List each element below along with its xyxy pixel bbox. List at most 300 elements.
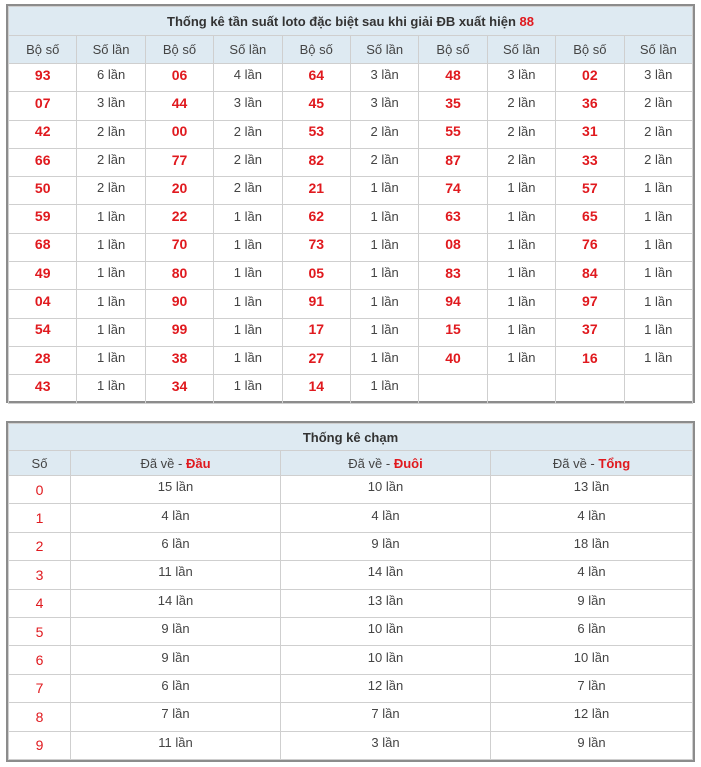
loto-count-text: 1 lần <box>96 321 126 337</box>
table-row <box>9 674 693 702</box>
loto-number-text: 04 <box>34 293 51 310</box>
table-row <box>9 148 693 176</box>
loto-count <box>214 148 282 176</box>
loto-count-text: 1 lần <box>370 208 399 224</box>
cham-tong-count-text: 4 lần <box>577 507 606 523</box>
loto-count <box>77 262 145 290</box>
cham-digit-text: 6 <box>35 652 44 669</box>
loto-number <box>419 346 487 374</box>
cham-digit-text: 4 <box>35 595 44 612</box>
loto-count <box>624 290 692 318</box>
loto-count-text: 1 lần <box>644 208 673 224</box>
loto-count-text: 1 lần <box>233 350 262 366</box>
table-row <box>9 731 693 759</box>
cham-tong-count-text: 4 lần <box>577 564 606 580</box>
loto-number <box>145 64 213 92</box>
cham-dau-count <box>71 674 281 702</box>
loto-count-text: 1 lần <box>233 265 262 281</box>
loto-number-text: 16 <box>582 349 598 366</box>
cham-digit <box>9 731 71 759</box>
loto-count-text: 6 lần <box>96 67 126 83</box>
loto-number-text: 93 <box>34 66 51 83</box>
loto-count <box>487 64 555 92</box>
loto-number-text: 48 <box>445 66 461 83</box>
loto-number-text: 55 <box>445 123 461 140</box>
loto-number <box>9 375 77 403</box>
cham-duoi-count-text: 14 lần <box>367 564 404 580</box>
cham-duoi-count <box>281 731 491 759</box>
loto-number <box>282 64 350 92</box>
cham-digit <box>9 561 71 589</box>
loto-number-text: 73 <box>308 236 325 253</box>
cham-header-duoi-label: Đuôi <box>393 455 423 471</box>
loto-count-text: 1 lần <box>233 378 262 394</box>
cham-tong-count-text: 13 lần <box>573 479 610 495</box>
loto-number-text: 83 <box>445 264 461 281</box>
loto-count-text: 1 lần <box>233 236 262 252</box>
loto-count-text: 1 lần <box>644 350 673 366</box>
loto-number-text: 84 <box>582 264 598 281</box>
loto-number-text: 44 <box>171 94 188 111</box>
loto-count-text: 1 lần <box>644 321 673 337</box>
table-row <box>9 617 693 645</box>
loto-count <box>487 262 555 290</box>
loto-number <box>556 177 624 205</box>
cham-duoi-count-text: 7 lần <box>371 706 400 722</box>
loto-count-text: 1 lần <box>644 265 673 281</box>
cham-duoi-count <box>281 561 491 589</box>
loto-count <box>214 318 282 346</box>
loto-number-text: 37 <box>582 321 598 338</box>
loto-number-text: 91 <box>308 293 325 310</box>
loto-count <box>487 346 555 374</box>
loto-number-text: 00 <box>171 123 188 140</box>
loto-count <box>350 177 418 205</box>
header-so-lan: Số lần <box>624 36 692 64</box>
loto-count <box>214 177 282 205</box>
cham-duoi-count <box>281 646 491 674</box>
loto-number <box>9 346 77 374</box>
loto-number-text: 74 <box>445 179 461 196</box>
loto-count <box>350 148 418 176</box>
loto-number-text: 02 <box>582 66 598 83</box>
loto-number <box>419 205 487 233</box>
cham-dau-count <box>71 476 281 504</box>
loto-count-text: 2 lần <box>96 180 126 196</box>
loto-count <box>624 148 692 176</box>
cham-header-tong-prefix: Đã về - <box>552 455 599 471</box>
cham-duoi-count-text: 12 lần <box>367 677 404 693</box>
cham-digit <box>9 617 71 645</box>
loto-number-text: 62 <box>308 208 325 225</box>
loto-number-text: 42 <box>34 123 51 140</box>
cham-tong-count-text: 9 lần <box>577 734 606 750</box>
cham-duoi-count-text: 3 lần <box>371 734 400 750</box>
cham-duoi-count-text: 13 lần <box>367 592 404 608</box>
loto-number <box>556 120 624 148</box>
loto-count-text: 2 lần <box>507 123 536 139</box>
cham-tong-count <box>491 561 693 589</box>
cham-dau-count <box>71 561 281 589</box>
loto-number-text: 77 <box>171 151 188 168</box>
loto-count-text: 1 lần <box>96 378 126 394</box>
frequency-panel <box>6 4 695 403</box>
loto-number-text: 80 <box>171 264 188 281</box>
loto-count-text: 1 lần <box>370 265 399 281</box>
loto-number <box>282 318 350 346</box>
cham-duoi-count <box>281 476 491 504</box>
loto-number-text: 06 <box>171 66 188 83</box>
loto-count <box>350 262 418 290</box>
cham-dau-count-text: 9 lần <box>161 621 190 637</box>
cham-duoi-count-text: 10 lần <box>367 479 404 495</box>
loto-number <box>556 375 624 403</box>
loto-count <box>350 205 418 233</box>
cham-duoi-count <box>281 589 491 617</box>
loto-number <box>9 177 77 205</box>
loto-number <box>419 290 487 318</box>
loto-count-text: 1 lần <box>507 208 536 224</box>
cham-header-duoi-prefix: Đã về - <box>348 455 394 471</box>
cham-tong-count <box>491 476 693 504</box>
cham-digit <box>9 532 71 560</box>
cham-duoi-count <box>281 674 491 702</box>
cham-table <box>8 423 693 760</box>
header-bo-so: Bộ số <box>556 36 624 64</box>
loto-number <box>556 148 624 176</box>
loto-count <box>350 290 418 318</box>
loto-number <box>282 375 350 403</box>
loto-count <box>350 346 418 374</box>
loto-number <box>419 92 487 120</box>
loto-count-text: 1 lần <box>370 293 399 309</box>
cham-header-dau-label: Đầu <box>185 455 211 471</box>
loto-count <box>77 375 145 403</box>
loto-count <box>350 233 418 261</box>
loto-number <box>145 177 213 205</box>
table-row <box>9 120 693 148</box>
header-bo-so: Bộ số <box>9 36 77 64</box>
cham-duoi-count <box>281 504 491 532</box>
loto-number <box>419 148 487 176</box>
table-row <box>9 92 693 120</box>
loto-count <box>624 233 692 261</box>
loto-count-text: 1 lần <box>233 321 262 337</box>
loto-number <box>145 262 213 290</box>
loto-count-text: 2 lần <box>644 95 673 111</box>
loto-count <box>350 375 418 403</box>
loto-number <box>556 290 624 318</box>
loto-count-text: 4 lần <box>233 67 262 83</box>
loto-count-text: 1 lần <box>370 321 399 337</box>
loto-number <box>9 233 77 261</box>
loto-count-text: 1 lần <box>96 265 126 281</box>
loto-number-text: 82 <box>308 151 325 168</box>
loto-number-text: 97 <box>582 293 598 310</box>
loto-count-text: 3 lần <box>96 95 126 111</box>
cham-dau-count <box>71 532 281 560</box>
cham-duoi-count <box>281 532 491 560</box>
cham-dau-count-text: 11 lần <box>158 564 193 580</box>
loto-count-text: 2 lần <box>507 95 536 111</box>
cham-tong-count <box>491 504 693 532</box>
loto-count <box>487 120 555 148</box>
loto-count-text: 1 lần <box>233 293 262 309</box>
cham-title: Thống kê chạm <box>9 424 693 451</box>
cham-tong-count <box>491 703 693 731</box>
loto-number-text: 34 <box>171 377 188 394</box>
loto-count-text: 1 lần <box>96 350 126 366</box>
loto-number-text: 68 <box>34 236 51 253</box>
loto-number <box>145 290 213 318</box>
loto-number <box>419 233 487 261</box>
loto-number <box>282 148 350 176</box>
table-row <box>9 532 693 560</box>
loto-number <box>9 318 77 346</box>
cham-body <box>9 476 693 760</box>
loto-number-text: 38 <box>171 349 188 366</box>
frequency-title-text: Thống kê tần suất loto đặc biệt sau khi giải ĐB xuất hiện <box>167 13 520 29</box>
table-row <box>9 346 693 374</box>
loto-count-text: 2 lần <box>507 152 536 168</box>
cham-dau-count-text: 15 lần <box>157 479 194 495</box>
cham-digit <box>9 589 71 617</box>
frequency-header-row <box>9 36 693 64</box>
loto-count <box>77 148 145 176</box>
cham-dau-count <box>71 617 281 645</box>
loto-number-text: 49 <box>34 264 51 281</box>
loto-number <box>419 318 487 346</box>
loto-count <box>77 177 145 205</box>
cham-dau-count-text: 11 lần <box>158 734 193 750</box>
loto-number <box>9 262 77 290</box>
cham-header-duoi <box>281 451 491 476</box>
table-row <box>9 318 693 346</box>
cham-header-row <box>9 451 693 476</box>
loto-number <box>419 120 487 148</box>
loto-number-text: 08 <box>445 236 461 253</box>
header-bo-so: Bộ số <box>282 36 350 64</box>
loto-count-text: 1 lần <box>370 236 399 252</box>
loto-number <box>282 346 350 374</box>
loto-number-text: 87 <box>445 151 461 168</box>
loto-count-text: 1 lần <box>96 293 126 309</box>
loto-count-text: 1 lần <box>370 180 399 196</box>
loto-number-text: 40 <box>445 349 461 366</box>
loto-number <box>9 92 77 120</box>
loto-number <box>9 290 77 318</box>
cham-dau-count-text: 7 lần <box>161 706 190 722</box>
loto-count-text: 1 lần <box>233 208 262 224</box>
loto-number-text: 59 <box>34 208 51 225</box>
loto-count-text: 1 lần <box>507 236 536 252</box>
loto-number <box>282 290 350 318</box>
cham-duoi-count <box>281 703 491 731</box>
loto-number-text: 36 <box>582 94 598 111</box>
table-row <box>9 290 693 318</box>
loto-number-text: 63 <box>445 208 461 225</box>
cham-duoi-count-text: 9 lần <box>371 535 400 551</box>
loto-number <box>556 205 624 233</box>
table-row <box>9 646 693 674</box>
loto-count-text: 1 lần <box>507 180 536 196</box>
loto-count-text: 1 lần <box>644 236 673 252</box>
cham-tong-count-text: 18 lần <box>573 535 610 551</box>
loto-number <box>9 64 77 92</box>
loto-number <box>145 148 213 176</box>
loto-count <box>214 64 282 92</box>
loto-count-text: 2 lần <box>233 152 262 168</box>
cham-digit-text: 8 <box>35 708 44 725</box>
loto-count <box>487 233 555 261</box>
loto-count <box>77 233 145 261</box>
table-row <box>9 177 693 205</box>
loto-count <box>350 318 418 346</box>
loto-number <box>145 92 213 120</box>
cham-dau-count-text: 6 lần <box>161 535 190 551</box>
cham-digit-text: 7 <box>35 680 44 697</box>
loto-number-text: 66 <box>34 151 51 168</box>
cham-duoi-count-text: 4 lần <box>371 507 400 523</box>
loto-number-text: 65 <box>582 208 598 225</box>
header-so-lan: Số lần <box>77 36 145 64</box>
loto-count <box>487 148 555 176</box>
loto-count <box>77 92 145 120</box>
loto-number <box>556 92 624 120</box>
cham-tong-count <box>491 646 693 674</box>
cham-tong-count <box>491 617 693 645</box>
loto-count <box>350 120 418 148</box>
loto-count <box>77 346 145 374</box>
cham-dau-count <box>71 646 281 674</box>
cham-header-tong-label: Tổng <box>598 455 631 471</box>
loto-count <box>77 205 145 233</box>
loto-number <box>419 262 487 290</box>
loto-count-text: 1 lần <box>507 350 536 366</box>
loto-count <box>624 375 692 403</box>
loto-count-text: 3 lần <box>370 95 399 111</box>
loto-number-text: 31 <box>582 123 598 140</box>
cham-dau-count <box>71 589 281 617</box>
loto-number-text: 28 <box>34 349 51 366</box>
loto-count <box>487 318 555 346</box>
loto-number <box>145 233 213 261</box>
table-row <box>9 703 693 731</box>
loto-count <box>624 120 692 148</box>
loto-number-text: 15 <box>445 321 461 338</box>
cham-duoi-count <box>281 617 491 645</box>
frequency-title-number: 88 <box>519 13 534 29</box>
cham-tong-count-text: 6 lần <box>577 621 606 637</box>
loto-count <box>487 290 555 318</box>
loto-number-text: 90 <box>171 293 188 310</box>
loto-number <box>282 233 350 261</box>
loto-number-text: 57 <box>582 179 598 196</box>
frequency-table <box>8 6 693 404</box>
loto-number <box>9 120 77 148</box>
loto-number <box>145 318 213 346</box>
loto-count <box>214 233 282 261</box>
cham-digit-text: 5 <box>35 623 44 640</box>
loto-number-text: 70 <box>171 236 188 253</box>
loto-count-text: 1 lần <box>507 293 536 309</box>
loto-count-text: 3 lần <box>233 95 262 111</box>
loto-number <box>419 64 487 92</box>
loto-count <box>214 375 282 403</box>
cham-tong-count-text: 12 lần <box>573 706 610 722</box>
loto-number-text: 54 <box>34 321 51 338</box>
cham-digit-text: 3 <box>35 566 44 583</box>
loto-count <box>214 120 282 148</box>
cham-dau-count-text: 14 lần <box>157 592 194 608</box>
table-row <box>9 205 693 233</box>
loto-count-text: 1 lần <box>370 350 399 366</box>
cham-dau-count-text: 9 lần <box>161 649 190 665</box>
loto-number-text: 99 <box>171 321 188 338</box>
loto-count <box>487 205 555 233</box>
table-row <box>9 561 693 589</box>
loto-count <box>624 92 692 120</box>
loto-number-text: 94 <box>445 293 461 310</box>
loto-number-text: 33 <box>582 151 598 168</box>
loto-count <box>624 346 692 374</box>
loto-number <box>282 205 350 233</box>
cham-tong-count-text: 7 lần <box>577 677 606 693</box>
loto-count <box>350 92 418 120</box>
loto-count-text: 2 lần <box>644 152 673 168</box>
loto-number <box>419 375 487 403</box>
cham-digit <box>9 504 71 532</box>
loto-number <box>419 177 487 205</box>
loto-count <box>624 64 692 92</box>
loto-number <box>145 205 213 233</box>
cham-digit <box>9 703 71 731</box>
loto-number-text: 64 <box>308 66 325 83</box>
loto-count <box>214 92 282 120</box>
cham-header-tong <box>491 451 693 476</box>
loto-number <box>145 346 213 374</box>
cham-tong-count-text: 10 lần <box>573 649 610 665</box>
loto-count-text: 3 lần <box>370 67 399 83</box>
loto-count <box>214 346 282 374</box>
table-row <box>9 233 693 261</box>
loto-count-text: 2 lần <box>96 123 126 139</box>
loto-number <box>556 233 624 261</box>
header-so-lan: Số lần <box>487 36 555 64</box>
loto-number-text: 21 <box>308 179 325 196</box>
loto-number-text: 05 <box>308 264 325 281</box>
cham-header-dau-prefix: Đã về - <box>140 455 186 471</box>
loto-number-text: 17 <box>308 321 325 338</box>
loto-number <box>9 205 77 233</box>
table-row <box>9 476 693 504</box>
loto-number <box>282 120 350 148</box>
loto-number-text: 53 <box>308 123 325 140</box>
loto-number <box>556 64 624 92</box>
loto-number <box>282 92 350 120</box>
header-bo-so: Bộ số <box>145 36 213 64</box>
header-so-lan: Số lần <box>350 36 418 64</box>
loto-number <box>282 262 350 290</box>
loto-count-text: 1 lần <box>507 265 536 281</box>
cham-duoi-count-text: 10 lần <box>367 649 404 665</box>
frequency-title <box>9 7 693 36</box>
loto-number-text: 14 <box>308 377 325 394</box>
loto-count <box>487 177 555 205</box>
loto-number <box>556 262 624 290</box>
loto-number-text: 50 <box>34 179 51 196</box>
loto-count <box>214 205 282 233</box>
